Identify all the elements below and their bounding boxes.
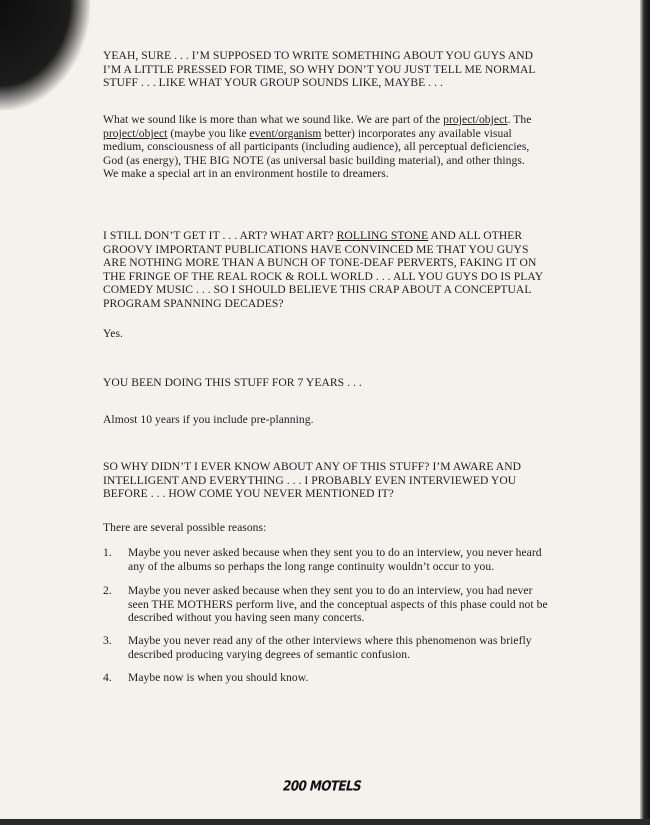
answer-1-text-a: What we sound like is more than what we sound like. We are part of the <box>103 113 444 126</box>
answer-1-text-c: (maybe you like <box>167 126 250 140</box>
answer-1-underline-project-object: project/object <box>443 113 508 126</box>
answer-1-text-b: . The <box>507 113 532 126</box>
reason-text: Maybe you never asked because when they sent you to do an interview, you had never seen THE MOTHERS perform live, and the conceptual aspects of this phase could not be described without you having seen many concerts. <box>128 584 548 625</box>
answer-3: Almost 10 years if you include pre-planning. <box>103 413 314 426</box>
question-1: YEAH, SURE . . . I’M SUPPOSED TO WRITE SOMETHING ABOUT YOU GUYS AND I’M A LITTLE PRESSED FOR TIME, SO WHY DON’T YOU JUST TELL ME NORMAL STUFF . . . LIKE WHAT YOUR GROUP SOUNDS LIKE, MAYBE . . . <box>103 49 536 90</box>
reason-text: Maybe now is when you should know. <box>128 671 309 684</box>
reason-text: Maybe you never asked because when they sent you to do an interview, you never heard any of the albums so perhaps the long range continuity wouldn’t occur to you. <box>128 546 542 573</box>
reason-text: Maybe you never read any of the other interviews where this phenomenon was briefly described producing varying degrees of semantic confusion. <box>128 634 532 661</box>
answer-2: Yes. <box>103 327 123 340</box>
question-2-text-b: AND ALL OTHER GROOVY IMPORTANT PUBLICATIONS HAVE CONVINCED ME THAT YOU GUYS ARE NOTHING MORE THAN A BUNCH OF TONE-DEAF PERVERTS, FAKING IT ON THE FRINGE OF THE REAL ROCK & ROLL WORLD . . . ALL YOU GUYS DO IS PLAY COMEDY MUSIC . . . SO I SHOULD BELIEVE THIS CRAP ABOUT A CONCEPTUAL PROGRAM SPANNING DECADES? <box>103 229 543 310</box>
answer-1-text-d: better) incorporates any available visual medium, consciousness of all participants (including audience), all perceptual deficiencies, God (as energy), THE BIG NOTE (as universal basic building material), and other things. We make a special art in an environment hostile to dreamers. <box>103 126 530 181</box>
question-4: SO WHY DIDN’T I EVER KNOW ABOUT ANY OF THIS STUFF? I’M AWARE AND INTELLIGENT AND EVERYTHING . . . I PROBABLY EVEN INTERVIEWED YOU BEFORE . . . HOW COME YOU NEVER MENTIONED IT? <box>103 460 522 501</box>
scan-right-edge <box>640 0 650 825</box>
reason-number: 2. <box>103 584 112 597</box>
200-motels-logo: 200 MOTELS <box>281 777 363 795</box>
page-curl-shadow <box>0 0 90 110</box>
reason-number: 3. <box>103 634 112 647</box>
question-2-text-a: I STILL DON’T GET IT . . . ART? WHAT ART? <box>103 229 337 242</box>
question-3: YOU BEEN DOING THIS STUFF FOR 7 YEARS . . . <box>103 376 362 389</box>
reason-number: 1. <box>103 546 112 559</box>
answer-1-underline-project-object-2: project/object <box>103 126 168 140</box>
question-2 <box>103 229 543 311</box>
scan-bottom-edge <box>0 819 650 825</box>
answer-1-underline-event-organism: event/organism <box>249 126 322 140</box>
answer-4-intro: There are several possible reasons: <box>103 521 267 534</box>
answer-1 <box>103 113 533 181</box>
reason-number: 4. <box>103 671 112 684</box>
question-2-underline-rolling-stone: ROLLING STONE <box>336 229 429 242</box>
